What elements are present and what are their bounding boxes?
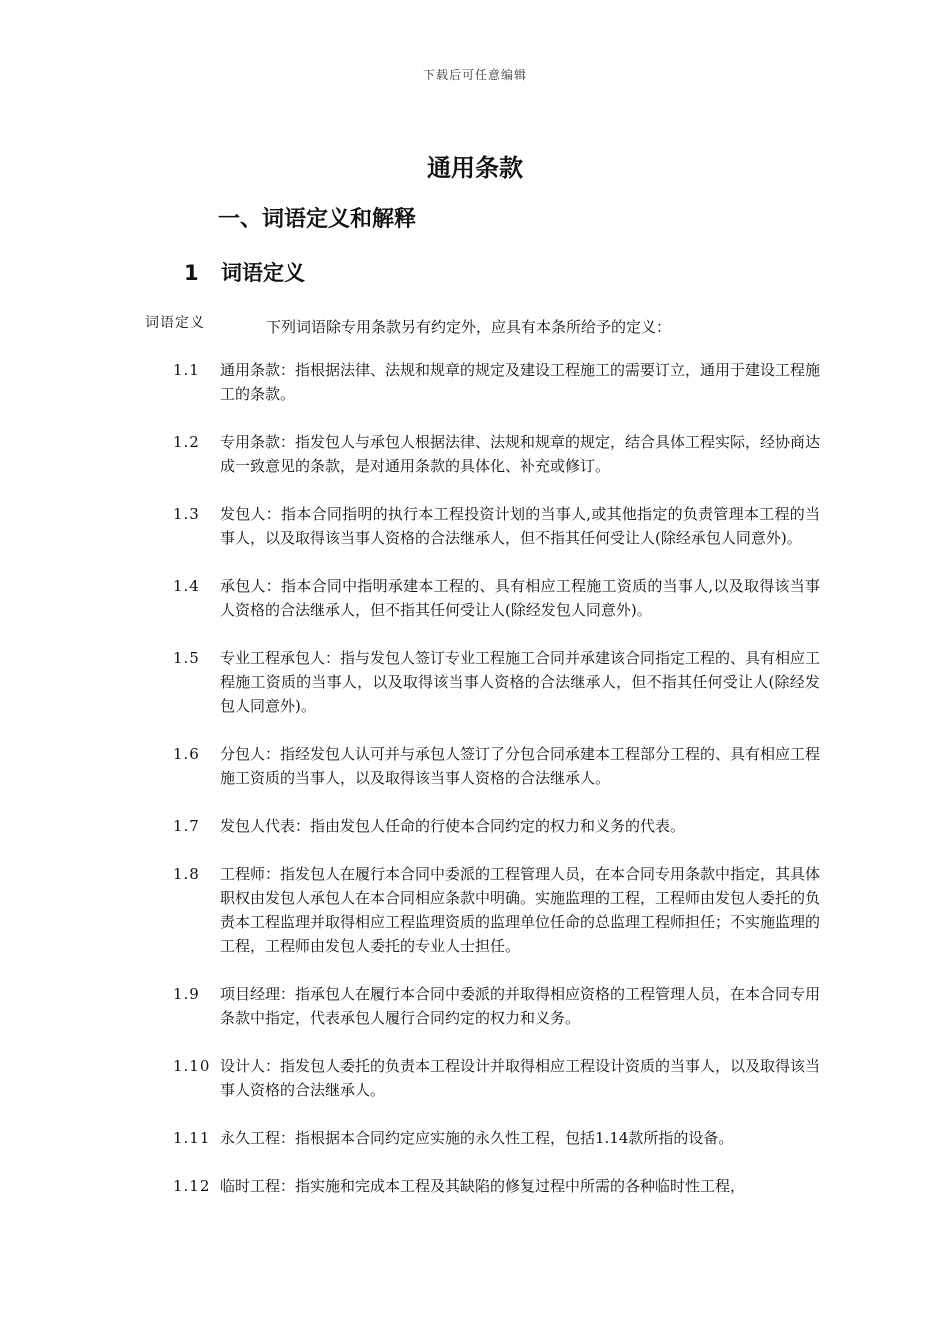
clause-number: 1.7 <box>173 817 200 835</box>
intro-paragraph: 下列词语除专用条款另有约定外，应具有本条所给予的定义： <box>266 318 672 336</box>
clause-item <box>173 862 823 958</box>
clause-text: 项目经理：指承包人在履行本合同中委派的并取得相应资格的工程管理人员，在本合同专用条款中指定，代表承包人履行合同约定的权力和义务。 <box>220 985 821 1027</box>
clause-number: 1.10 <box>173 1057 211 1075</box>
clause-text: 设计人：指发包人委托的负责本工程设计并取得相应工程设计资质的当事人，以及取得该当事人资格的合法继承人。 <box>220 1057 821 1099</box>
clause-text: 专用条款：指发包人与承包人根据法律、法规和规章的规定，结合具体工程实际，经协商达成一致意见的条款，是对通用条款的具体化、补充或修订。 <box>220 433 821 475</box>
clause-item <box>173 358 823 406</box>
clause-text: 专业工程承包人：指与发包人签订专业工程施工合同并承建该合同指定工程的、具有相应工程施工资质的当事人，以及取得该当事人资格的合法继承人，但不指其任何受让人(除经发包人同意外)。 <box>220 649 821 715</box>
clause-number: 1.1 <box>173 361 200 379</box>
clause-item <box>173 1126 823 1150</box>
clause-item <box>173 982 823 1030</box>
subsection-number: 1 <box>184 261 199 285</box>
clause-number: 1.8 <box>173 865 200 883</box>
clause-number: 1.12 <box>173 1177 211 1195</box>
clause-text: 工程师：指发包人在履行本合同中委派的工程管理人员，在本合同专用条款中指定，其具体职权由发包人承包人在本合同相应条款中明确。实施监理的工程，工程师由发包人委托的负责本工程监理并取得相应工程监理资质的监理单位任命的总监理工程师担任；不实施监理的工程，工程师由发包人委托的专业人士担任。 <box>220 865 821 955</box>
section-heading: 一、词语定义和解释 <box>218 207 417 232</box>
clause-number: 1.6 <box>173 745 200 763</box>
clause-number: 1.3 <box>173 505 200 523</box>
clause-text: 永久工程：指根据本合同约定应实施的永久性工程，包括1.14款所指的设备。 <box>220 1129 734 1147</box>
margin-note: 词语定义 <box>145 315 205 331</box>
clause-item <box>173 574 823 622</box>
clause-number: 1.11 <box>173 1129 211 1147</box>
clause-number: 1.9 <box>173 985 200 1003</box>
clause-item <box>173 430 823 478</box>
subsection-heading <box>184 257 305 287</box>
clause-text: 分包人：指经发包人认可并与承包人签订了分包合同承建本工程部分工程的、具有相应工程施工资质的当事人，以及取得该当事人资格的合法继承人。 <box>220 745 821 787</box>
clause-number: 1.2 <box>173 433 200 451</box>
clause-text: 承包人：指本合同中指明承建本工程的、具有相应工程施工资质的当事人,以及取得该当事人资格的合法继承人，但不指其任何受让人(除经发包人同意外)。 <box>220 577 820 619</box>
clause-text: 发包人：指本合同指明的执行本工程投资计划的当事人,或其他指定的负责管理本工程的当事人，以及取得该当事人资格的合法继承人，但不指其任何受让人(除经承包人同意外)。 <box>220 505 820 547</box>
clause-number: 1.5 <box>173 649 200 667</box>
clause-item <box>173 646 823 718</box>
clause-text: 临时工程：指实施和完成本工程及其缺陷的修复过程中所需的各种临时性工程， <box>220 1177 746 1195</box>
clause-item <box>173 742 823 790</box>
clause-item <box>173 1174 823 1198</box>
subsection-title: 词语定义 <box>221 261 305 285</box>
clause-text: 通用条款：指根据法律、法规和规章的规定及建设工程施工的需要订立，通用于建设工程施工的条款。 <box>220 361 821 403</box>
document-title: 通用条款 <box>427 154 523 182</box>
page-header-note: 下载后可任意编辑 <box>422 68 527 82</box>
clause-text: 发包人代表：指由发包人任命的行使本合同约定的权力和义务的代表。 <box>220 817 686 835</box>
clause-list <box>173 358 823 1222</box>
clause-number: 1.4 <box>173 577 200 595</box>
clause-item <box>173 502 823 550</box>
clause-item <box>173 1054 823 1102</box>
clause-item <box>173 814 823 838</box>
